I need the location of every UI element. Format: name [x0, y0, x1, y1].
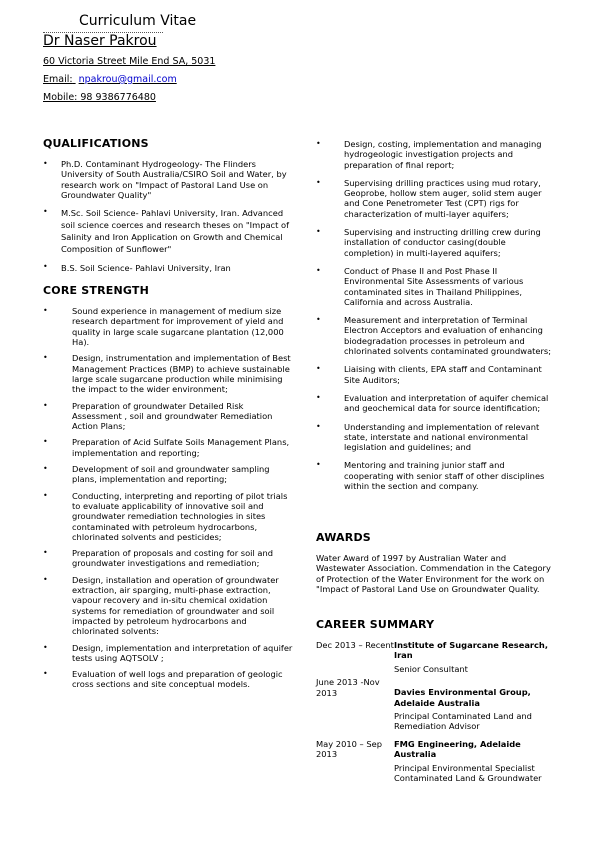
experience-text: Supervising drilling practices using mud rotary, Geoprobe, hollow stem auger, solid stem auger and Cone Penetrometer Test (CPT) rigs for characterization of multi-layer aquifers;	[344, 177, 542, 219]
experience-list	[316, 139, 556, 491]
awards-section	[316, 531, 556, 595]
email-label: Email:	[43, 74, 73, 85]
core-item	[43, 575, 293, 637]
experience-item	[316, 460, 556, 491]
experience-item	[316, 364, 556, 385]
career-info	[394, 640, 556, 677]
core-text: Preparation of groundwater Detailed Risk Assessment , soil and groundwater Remediation Action Plans;	[72, 400, 273, 432]
experience-item	[316, 315, 556, 356]
qualification-text: Ph.D. Contaminant Hydrogeology- The Flinders University of South Australia/CSIRO Soil and Water, by research work on "Impact of Pastoral Land Use on Groundwater Quality"	[61, 159, 287, 200]
bullet-icon: •	[43, 159, 48, 168]
bullet-icon: •	[316, 177, 321, 187]
bullet-icon: •	[43, 490, 48, 500]
qualification-item	[43, 207, 293, 255]
bullet-icon: •	[43, 574, 48, 584]
core-item	[43, 491, 293, 542]
career-company: Institute of Sugarcane Research, Iran	[394, 640, 548, 661]
core-item	[43, 306, 293, 347]
career-entry	[316, 640, 556, 677]
core-text: Preparation of Acid Sulfate Soils Management Plans, implementation and reporting;	[72, 437, 290, 458]
experience-item	[316, 139, 556, 170]
experience-item	[316, 266, 556, 307]
career-date: June 2013 -Nov 2013	[316, 677, 380, 698]
mobile-line: Mobile: 98 9386776480	[43, 92, 156, 103]
core-text: Design, implementation and interpretation of aquifer tests using AQTSOLV ;	[72, 642, 293, 663]
bullet-icon: •	[43, 306, 48, 316]
bullet-icon: •	[316, 227, 321, 237]
awards-text: Water Award of 1997 by Australian Water and Wastewater Association. Commendation in the Category of Protection of the Water Environment for the work on "Impact of Pastoral Land Use on Groundwater Quality.	[316, 553, 551, 595]
core-text: Evaluation of well logs and preparation of geologic cross sections and site conceptual models.	[72, 669, 283, 690]
experience-text: Design, costing, implementation and managing hydrogeologic investigation projects and preparation of final report;	[344, 139, 542, 170]
career-role: Principal Environmental Specialist Contaminated Land & Groundwater	[394, 762, 542, 784]
career-info	[394, 677, 556, 735]
experience-text: Understanding and implementation of relevant state, interstate and national environmental legislation and guidelines; and	[344, 421, 540, 453]
career-company: Davies Environmental Group, Adelaide Australia	[394, 687, 531, 708]
bullet-icon: •	[316, 265, 321, 275]
awards-heading: AWARDS	[316, 531, 371, 544]
cv-header	[43, 13, 343, 104]
experience-text: Conduct of Phase II and Post Phase II Environmental Site Assessments of various contaminated sites in Thailand Philippines, California and across Australia.	[344, 265, 524, 307]
qualification-item	[43, 159, 293, 200]
core-strength-list	[43, 306, 293, 690]
right-column	[316, 139, 556, 499]
qualifications-list	[43, 159, 293, 274]
document-title: Curriculum Vitae	[79, 13, 197, 29]
qualification-item	[43, 262, 293, 274]
core-text: Preparation of proposals and costing for soil and groundwater investigations and remediation;	[72, 548, 274, 569]
core-text: Design, installation and operation of groundwater extraction, air sparging, multi-phase extraction, vapour recovery and in-situ chemical oxidation systems for remediation of groundwater and soil impacted by petroleum hydrocarbons and chlorinated solvents:	[72, 574, 279, 637]
career-heading: CAREER SUMMARY	[316, 618, 435, 631]
career-date: May 2010 – Sep 2013	[316, 738, 382, 760]
bullet-icon: •	[316, 392, 321, 402]
core-item	[43, 669, 293, 690]
core-strength-heading: CORE STRENGTH	[43, 284, 149, 298]
bullet-icon: •	[316, 460, 321, 470]
experience-text: Evaluation and interpretation of aquifer chemical and geochemical data for source identification;	[344, 392, 549, 414]
bullet-icon: •	[316, 139, 321, 148]
qualification-text: B.S. Soil Science- Pahlavi University, Iran	[61, 263, 231, 274]
bullet-icon: •	[43, 464, 48, 474]
core-text: Conducting, interpreting and reporting of pilot trials to evaluate applicability of innovative soil and groundwater remediation technologies in sites contaminated with petroleum hydrocarbons, chlorinated solvents and pesticides;	[72, 490, 288, 542]
bullet-icon: •	[43, 437, 48, 447]
experience-text: Liaising with clients, EPA staff and Contaminant Site Auditors;	[344, 364, 542, 385]
career-date: Dec 2013 – Recent	[316, 640, 394, 650]
experience-text: Mentoring and training junior staff and cooperating with senior staff of other disciplines within the section and company.	[344, 460, 545, 492]
bullet-icon: •	[316, 364, 321, 374]
bullet-icon: •	[43, 262, 48, 272]
bullet-icon: •	[43, 642, 48, 652]
bullet-icon: •	[43, 400, 48, 410]
experience-text: Supervising and instructing drilling crew during installation of conductor casing(double completion) in multi-layered aquifers;	[344, 227, 541, 258]
career-role: Senior Consultant	[394, 663, 468, 674]
experience-text: Measurement and interpretation of Terminal Electron Acceptors and evaluation of enhancing biodegradation processes in petroleum and chlorinated solvents contaminated groundwaters;	[344, 315, 552, 357]
bullet-icon: •	[43, 669, 48, 679]
bullet-icon: •	[316, 315, 321, 325]
qualifications-heading: QUALIFICATIONS	[43, 137, 149, 150]
core-item	[43, 437, 293, 458]
bullet-icon: •	[316, 421, 321, 431]
core-item	[43, 643, 293, 664]
experience-item	[316, 227, 556, 258]
address-line: 60 Victoria Street Mile End SA, 5031	[43, 56, 216, 67]
core-text: Development of soil and groundwater sampling plans, implementation and reporting;	[72, 464, 270, 485]
career-entry	[316, 739, 556, 787]
email-line	[43, 74, 343, 86]
career-info	[394, 739, 556, 787]
bullet-icon: •	[43, 548, 48, 558]
career-company: FMG Engineering, Adelaide Australia	[394, 738, 521, 760]
core-text: Sound experience in management of medium size research department for improvement of yield and quality in large scale sugarcane plantation (12,000 Ha).	[72, 306, 284, 348]
career-entry	[316, 677, 556, 735]
qualification-text: M.Sc. Soil Science- Pahlavi University, Iran. Advanced soil science coerces and research theses on "Impact of Salinity and Iron Application on Growth and Chemical Composition of Sunflower"	[61, 208, 289, 255]
email-link[interactable]: npakrou@gmail.com	[78, 74, 177, 85]
core-item	[43, 401, 293, 432]
bullet-icon: •	[43, 353, 48, 363]
left-column	[43, 137, 293, 696]
person-name: Dr Naser Pakrou	[43, 32, 163, 50]
experience-item	[316, 393, 556, 414]
bullet-icon: •	[43, 207, 48, 217]
career-role: Principal Contaminated Land and Remediation Advisor	[394, 711, 532, 732]
experience-item	[316, 178, 556, 219]
core-item	[43, 353, 293, 394]
career-section	[316, 618, 556, 786]
core-item	[43, 548, 293, 569]
core-item	[43, 464, 293, 485]
core-text: Design, instrumentation and implementation of Best Management Practices (BMP) to achieve sustainable large scale sugarcane production while minimising the impact to the wider environment;	[72, 353, 291, 395]
experience-item	[316, 422, 556, 453]
